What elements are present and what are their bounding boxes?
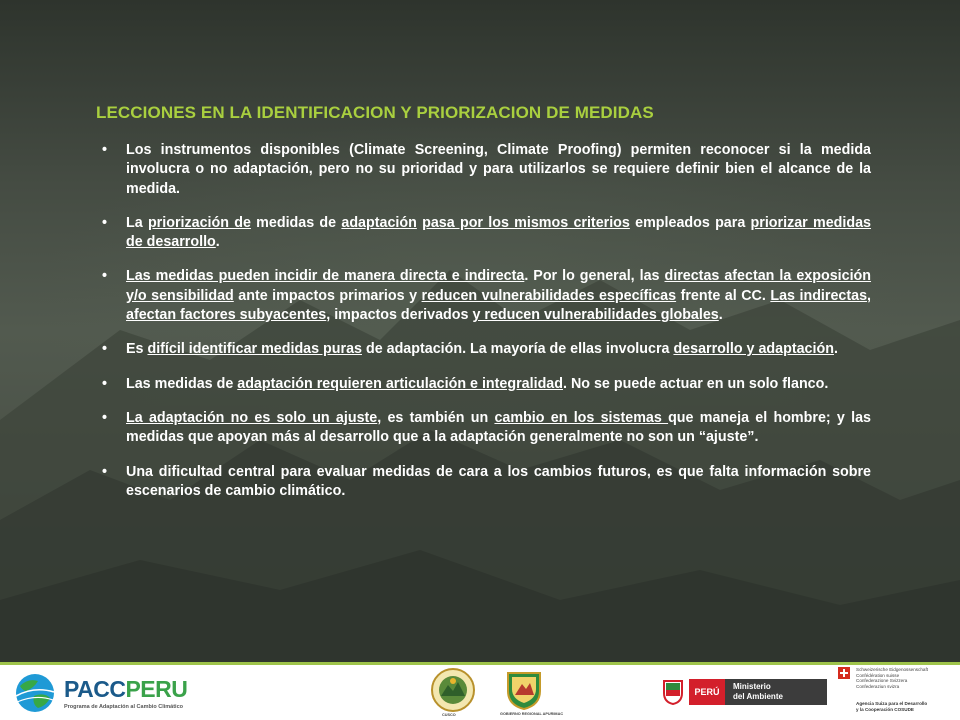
- bullet-text: .: [833, 341, 838, 358]
- peru-label: PERÚ: [689, 679, 725, 705]
- bullet-text: frente al CC.: [676, 287, 771, 304]
- underlined-phrase: y reducen vulnerabilidades globales: [472, 307, 719, 324]
- bullet-item: [102, 267, 871, 325]
- underlined-phrase: priorizar medidas de desarrollo: [126, 214, 871, 251]
- bullet-marker: •: [102, 142, 108, 158]
- apurimac-shield-icon: [504, 667, 544, 711]
- bullet-marker: •: [102, 409, 108, 426]
- bullet-list: [102, 141, 871, 516]
- bullet-marker: •: [102, 375, 108, 392]
- bullet-text: Es: [126, 341, 148, 358]
- underlined-phrase: directas afectan la exposición y/o sensibilidad: [126, 268, 872, 304]
- bullet-item: [102, 340, 871, 359]
- swiss-confederation-text: Schweizerische Eidgenossenschaft Confédération suisse Confederazione Svizzera Confederaziun svizra: [856, 667, 929, 689]
- slide-title: LECCIONES EN LA IDENTIFICACION Y PRIORIZACION DE MEDIDAS: [96, 103, 654, 122]
- cusco-seal-icon: [430, 667, 476, 713]
- pacc-subtitle: Programa de Adaptación al Cambio Climático: [64, 704, 183, 710]
- peru-coat-of-arms-icon: [662, 679, 684, 705]
- bullet-text: que maneja el hombre; y las medidas que apoyan más al desarrollo que a la adaptación generalmente no son un “ajuste”.: [126, 409, 871, 446]
- peru-ministerio-ambiente-logo: [689, 679, 827, 705]
- swiss-flag-icon: [838, 667, 850, 679]
- bullet-text: Los instrumentos disponibles (Climate Screening, Climate Proofing) permiten reconocer si la medida involucra o no adaptación, pero no su prioridad y para utilizarlos se requiere definir bien el alcance de la medida.: [126, 142, 871, 197]
- bullet-marker: •: [102, 341, 108, 358]
- bullet-text: Las medidas de: [126, 375, 238, 392]
- bullet-text: , impactos derivados: [326, 307, 473, 324]
- underlined-phrase: adaptación: [341, 214, 417, 231]
- underlined-phrase: difícil identificar medidas puras: [147, 341, 362, 358]
- cusco-seal: CUSCO: [430, 667, 480, 719]
- cosude-agency-text: Agencia Suiza para el Desarrollo y la Cooperación COSUDE: [856, 701, 928, 712]
- bullet-item: [102, 141, 871, 199]
- bullet-item: [102, 409, 871, 448]
- bullet-text: , es también un: [377, 409, 495, 426]
- ministerio-label: Ministerio del Ambiente: [725, 679, 827, 705]
- underlined-phrase: adaptación requieren articulación e integralidad: [237, 375, 563, 392]
- bullet-text: .: [718, 307, 723, 324]
- underlined-phrase: La adaptación no es solo un ajuste: [126, 409, 378, 426]
- bullet-text: empleados para: [629, 214, 751, 231]
- bullet-text: .: [215, 234, 220, 251]
- underlined-phrase: priorización de: [147, 214, 251, 231]
- pacc-wordmark: PACCPERU: [64, 676, 188, 702]
- bullet-text: medidas de: [250, 214, 342, 231]
- bullet-marker: •: [102, 268, 108, 285]
- underlined-phrase: desarrollo y adaptación: [673, 341, 834, 358]
- bullet-text: de adaptación. La mayoría de ellas involucra: [361, 341, 674, 358]
- underlined-phrase: Las medidas pueden incidir de manera directa e indirecta: [126, 268, 525, 285]
- globe-icon: [14, 672, 56, 714]
- bullet-text: . Por lo general, las: [524, 268, 665, 285]
- underlined-phrase: pasa por los mismos criterios: [422, 214, 630, 231]
- underlined-phrase: reducen vulnerabilidades específicas: [421, 287, 677, 304]
- bullet-text: ante impactos primarios y: [233, 287, 422, 304]
- underlined-phrase: Las indirectas, afectan factores subyacentes: [126, 287, 872, 324]
- bullet-item: [102, 375, 871, 394]
- bullet-item: [102, 463, 871, 502]
- footer-logos: [0, 665, 960, 720]
- bullet-text: Una dificultad central para evaluar medidas de cara a los cambios futuros, es que falta información sobre escenarios de cambio climático.: [126, 463, 871, 499]
- bullet-text: . No se puede actuar en un solo flanco.: [563, 375, 829, 392]
- apurimac-seal: GOBIERNO REGIONAL APURIMAC: [496, 667, 552, 719]
- swiss-cosude-logo: [838, 667, 956, 719]
- bullet-marker: •: [102, 214, 108, 231]
- bullet-item: [102, 214, 871, 253]
- bullet-marker: •: [102, 463, 108, 480]
- pacc-peru-logo: [14, 670, 254, 716]
- underlined-phrase: cambio en los sistemas: [494, 409, 669, 426]
- bullet-text: La: [126, 214, 148, 231]
